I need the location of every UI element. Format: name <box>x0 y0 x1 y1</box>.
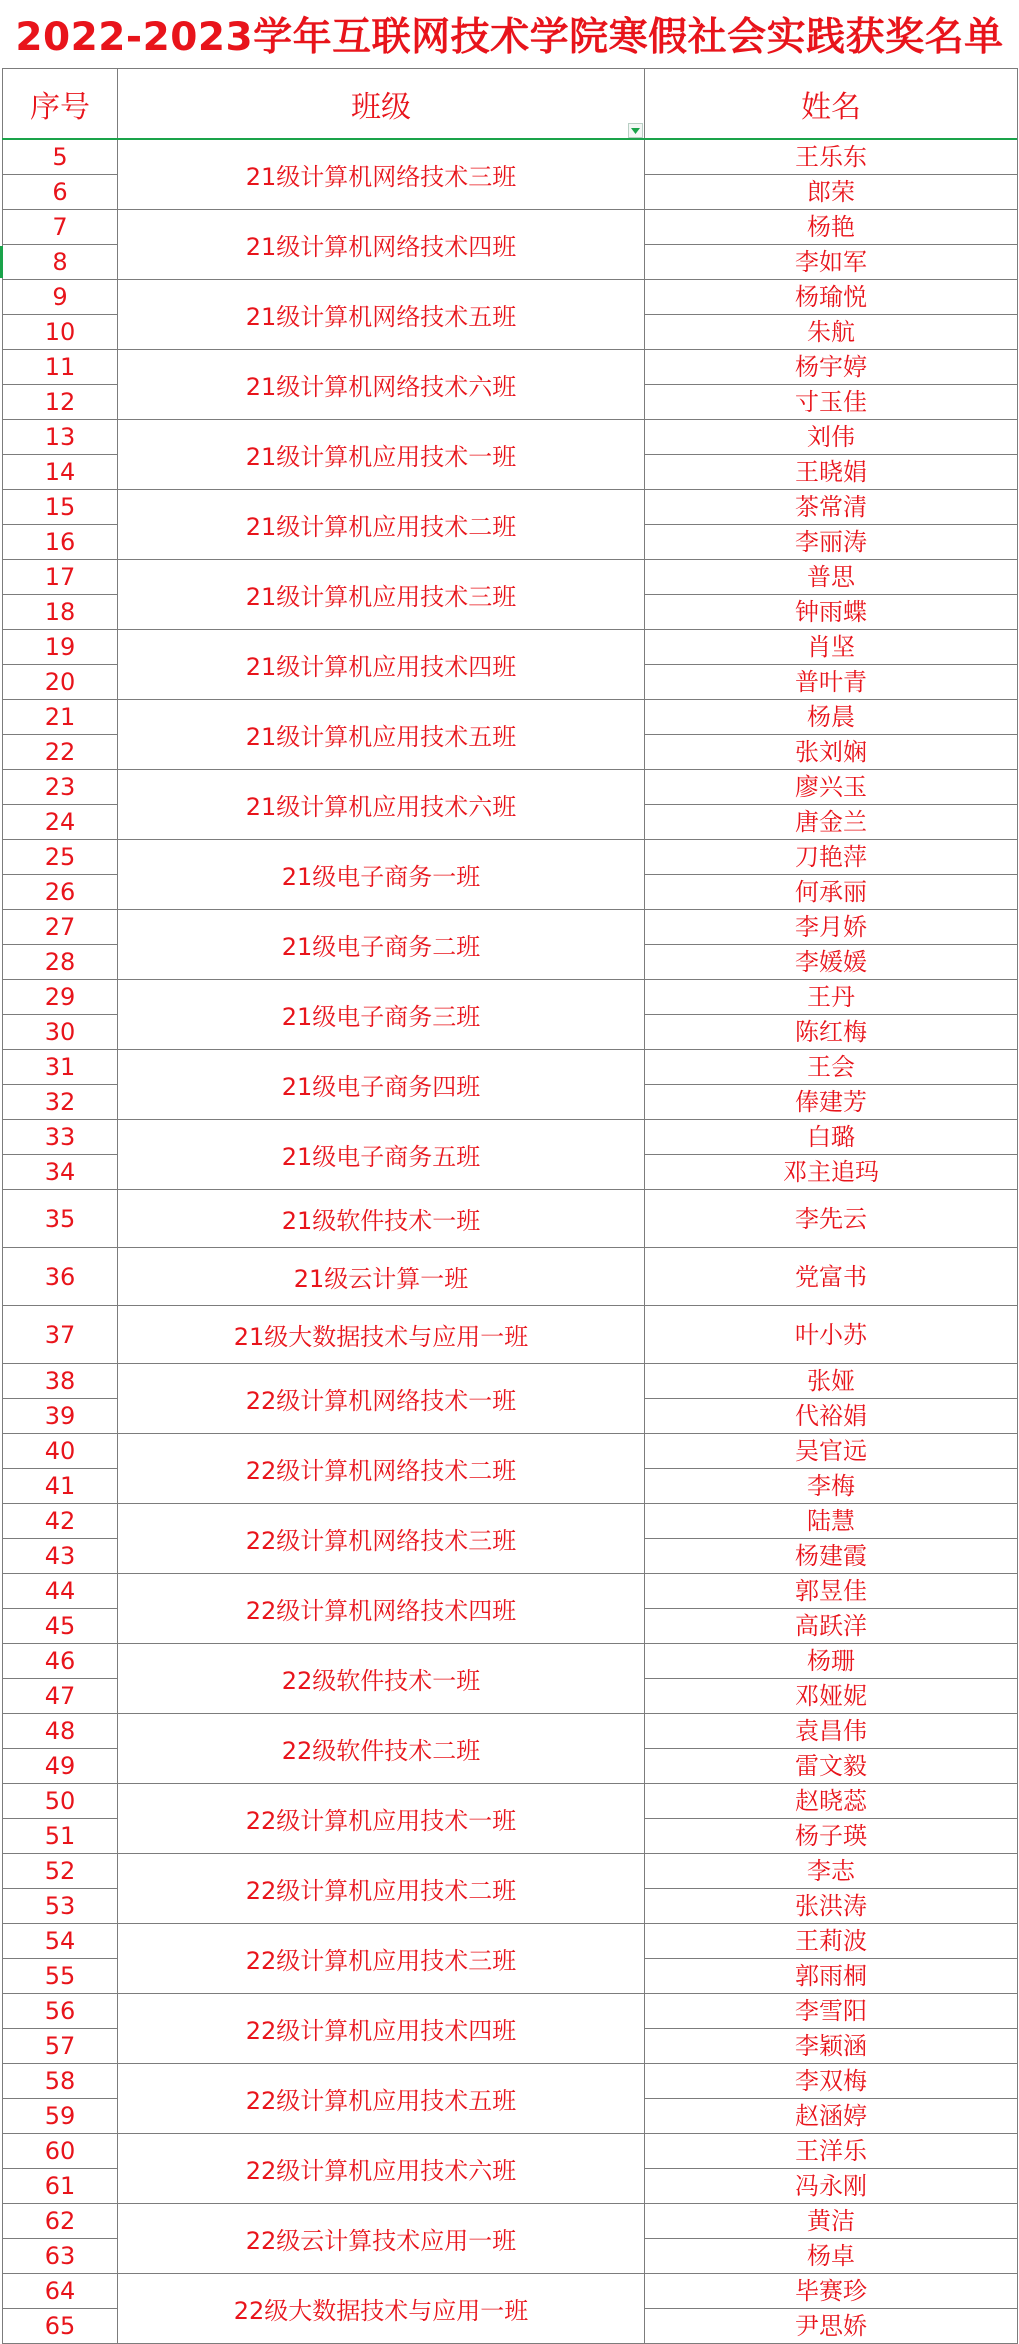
name-cell[interactable]: 李先云 <box>645 1190 1018 1248</box>
class-cell[interactable]: 21级电子商务一班 <box>118 840 645 910</box>
table-row <box>3 1784 1018 1819</box>
seq-cell[interactable]: 42 <box>3 1504 118 1539</box>
table-row <box>3 2134 1018 2169</box>
name-cell[interactable]: 张洪涛 <box>645 1889 1018 1924</box>
seq-cell[interactable]: 59 <box>3 2099 118 2134</box>
name-cell[interactable]: 陈红梅 <box>645 1015 1018 1050</box>
name-cell[interactable]: 王会 <box>645 1050 1018 1085</box>
table-row <box>3 1994 1018 2029</box>
table-row <box>3 210 1018 245</box>
seq-cell[interactable]: 40 <box>3 1434 118 1469</box>
seq-cell[interactable]: 21 <box>3 700 118 735</box>
class-cell[interactable]: 22级计算机应用技术四班 <box>118 1994 645 2064</box>
table-row <box>3 1574 1018 1609</box>
name-cell[interactable]: 白璐 <box>645 1120 1018 1155</box>
class-cell[interactable]: 21级计算机应用技术三班 <box>118 560 645 630</box>
name-cell[interactable]: 代裕娟 <box>645 1399 1018 1434</box>
name-cell[interactable]: 钟雨蝶 <box>645 595 1018 630</box>
table-body <box>3 140 1018 2344</box>
seq-cell[interactable]: 17 <box>3 560 118 595</box>
seq-cell[interactable]: 43 <box>3 1539 118 1574</box>
seq-cell[interactable]: 31 <box>3 1050 118 1085</box>
seq-cell[interactable]: 7 <box>3 210 118 245</box>
seq-cell[interactable]: 62 <box>3 2204 118 2239</box>
seq-cell[interactable]: 54 <box>3 1924 118 1959</box>
header-name[interactable]: 姓名 <box>645 69 1018 140</box>
name-cell[interactable]: 张娅 <box>645 1364 1018 1399</box>
table-row <box>3 1248 1018 1306</box>
name-cell[interactable]: 李雪阳 <box>645 1994 1018 2029</box>
class-cell[interactable]: 22级计算机应用技术一班 <box>118 1784 645 1854</box>
table-row <box>3 560 1018 595</box>
dropdown-filter-icon[interactable] <box>628 123 643 138</box>
name-cell[interactable]: 李媛媛 <box>645 945 1018 980</box>
table-row <box>3 1364 1018 1399</box>
table-row <box>3 1924 1018 1959</box>
name-cell[interactable]: 普思 <box>645 560 1018 595</box>
selection-underline <box>2 138 1017 140</box>
class-cell[interactable]: 22级计算机网络技术二班 <box>118 1434 645 1504</box>
seq-cell[interactable]: 13 <box>3 420 118 455</box>
sheet-title: 2022-2023学年互联网技术学院寒假社会实践获奖名单 <box>15 15 1004 60</box>
name-cell[interactable]: 杨子瑛 <box>645 1819 1018 1854</box>
seq-cell[interactable]: 45 <box>3 1609 118 1644</box>
seq-cell[interactable]: 33 <box>3 1120 118 1155</box>
seq-cell[interactable]: 53 <box>3 1889 118 1924</box>
award-table <box>2 68 1018 2344</box>
class-cell[interactable]: 21级云计算一班 <box>118 1248 645 1306</box>
table-row <box>3 1644 1018 1679</box>
table-row <box>3 1504 1018 1539</box>
seq-cell[interactable]: 5 <box>3 140 118 175</box>
name-cell[interactable]: 王洋乐 <box>645 2134 1018 2169</box>
seq-cell[interactable]: 22 <box>3 735 118 770</box>
name-cell[interactable]: 杨晨 <box>645 700 1018 735</box>
class-cell[interactable]: 21级计算机网络技术五班 <box>118 280 645 350</box>
name-cell[interactable]: 黄洁 <box>645 2204 1018 2239</box>
seq-cell[interactable]: 52 <box>3 1854 118 1889</box>
seq-cell[interactable]: 41 <box>3 1469 118 1504</box>
seq-cell[interactable]: 44 <box>3 1574 118 1609</box>
seq-cell[interactable]: 47 <box>3 1679 118 1714</box>
name-cell[interactable]: 杨瑜悦 <box>645 280 1018 315</box>
name-cell[interactable]: 唐金兰 <box>645 805 1018 840</box>
name-cell[interactable]: 刀艳萍 <box>645 840 1018 875</box>
class-cell[interactable]: 22级大数据技术与应用一班 <box>118 2274 645 2344</box>
name-cell[interactable]: 李颖涵 <box>645 2029 1018 2064</box>
seq-cell[interactable]: 8 <box>3 245 118 280</box>
table-row <box>3 490 1018 525</box>
name-cell[interactable]: 李如军 <box>645 245 1018 280</box>
name-cell[interactable]: 冯永刚 <box>645 2169 1018 2204</box>
seq-cell[interactable]: 64 <box>3 2274 118 2309</box>
table-row <box>3 630 1018 665</box>
seq-cell[interactable]: 36 <box>3 1248 118 1306</box>
table-row <box>3 420 1018 455</box>
class-cell[interactable]: 22级计算机应用技术五班 <box>118 2064 645 2134</box>
seq-cell[interactable]: 9 <box>3 280 118 315</box>
class-cell[interactable]: 21级计算机应用技术六班 <box>118 770 645 840</box>
class-cell[interactable]: 21级计算机应用技术四班 <box>118 630 645 700</box>
table-row <box>3 1050 1018 1085</box>
name-cell[interactable]: 雷文毅 <box>645 1749 1018 1784</box>
name-cell[interactable]: 杨珊 <box>645 1644 1018 1679</box>
header-seq[interactable]: 序号 <box>3 69 118 140</box>
name-cell[interactable]: 王晓娟 <box>645 455 1018 490</box>
seq-cell[interactable]: 26 <box>3 875 118 910</box>
class-cell[interactable]: 21级大数据技术与应用一班 <box>118 1306 645 1364</box>
name-cell[interactable]: 何承丽 <box>645 875 1018 910</box>
name-cell[interactable]: 俸建芳 <box>645 1085 1018 1120</box>
seq-cell[interactable]: 29 <box>3 980 118 1015</box>
seq-cell[interactable]: 11 <box>3 350 118 385</box>
table-row <box>3 2274 1018 2309</box>
name-cell[interactable]: 肖坚 <box>645 630 1018 665</box>
name-cell[interactable]: 王丹 <box>645 980 1018 1015</box>
name-cell[interactable]: 杨卓 <box>645 2239 1018 2274</box>
seq-cell[interactable]: 51 <box>3 1819 118 1854</box>
seq-cell[interactable]: 14 <box>3 455 118 490</box>
seq-cell[interactable]: 20 <box>3 665 118 700</box>
class-cell[interactable]: 21级软件技术一班 <box>118 1190 645 1248</box>
name-cell[interactable]: 袁昌伟 <box>645 1714 1018 1749</box>
class-cell[interactable]: 21级计算机应用技术一班 <box>118 420 645 490</box>
header-class[interactable]: 班级 <box>118 69 645 140</box>
table-row <box>3 1714 1018 1749</box>
seq-cell[interactable]: 65 <box>3 2309 118 2344</box>
class-cell[interactable]: 22级软件技术一班 <box>118 1644 645 1714</box>
class-cell[interactable]: 21级电子商务五班 <box>118 1120 645 1190</box>
seq-cell[interactable]: 63 <box>3 2239 118 2274</box>
name-cell[interactable]: 赵涵婷 <box>645 2099 1018 2134</box>
class-cell[interactable]: 22级计算机网络技术一班 <box>118 1364 645 1434</box>
name-cell[interactable]: 李梅 <box>645 1469 1018 1504</box>
table-row <box>3 1120 1018 1155</box>
class-cell[interactable]: 21级计算机应用技术二班 <box>118 490 645 560</box>
class-cell[interactable]: 21级计算机网络技术四班 <box>118 210 645 280</box>
name-cell[interactable]: 赵晓蕊 <box>645 1784 1018 1819</box>
name-cell[interactable]: 尹思娇 <box>645 2309 1018 2344</box>
name-cell[interactable]: 杨宇婷 <box>645 350 1018 385</box>
seq-cell[interactable]: 57 <box>3 2029 118 2064</box>
table-row <box>3 2064 1018 2099</box>
name-cell[interactable]: 叶小苏 <box>645 1306 1018 1364</box>
seq-cell[interactable]: 28 <box>3 945 118 980</box>
name-cell[interactable]: 郭雨桐 <box>645 1959 1018 1994</box>
name-cell[interactable]: 寸玉佳 <box>645 385 1018 420</box>
class-cell[interactable]: 21级电子商务四班 <box>118 1050 645 1120</box>
class-cell[interactable]: 22级计算机应用技术三班 <box>118 1924 645 1994</box>
name-cell[interactable]: 郭昱佳 <box>645 1574 1018 1609</box>
seq-cell[interactable]: 38 <box>3 1364 118 1399</box>
seq-cell[interactable]: 46 <box>3 1644 118 1679</box>
class-cell[interactable]: 22级云计算技术应用一班 <box>118 2204 645 2274</box>
name-cell[interactable]: 张刘娴 <box>645 735 1018 770</box>
seq-cell[interactable]: 30 <box>3 1015 118 1050</box>
seq-cell[interactable]: 60 <box>3 2134 118 2169</box>
name-cell[interactable]: 党富书 <box>645 1248 1018 1306</box>
name-cell[interactable]: 郎荣 <box>645 175 1018 210</box>
seq-cell[interactable]: 39 <box>3 1399 118 1434</box>
name-cell[interactable]: 陆慧 <box>645 1504 1018 1539</box>
table-row <box>3 1306 1018 1364</box>
table-row <box>3 770 1018 805</box>
table-row <box>3 350 1018 385</box>
table-row <box>3 1190 1018 1248</box>
class-cell[interactable]: 21级电子商务二班 <box>118 910 645 980</box>
class-cell[interactable]: 22级软件技术二班 <box>118 1714 645 1784</box>
seq-cell[interactable]: 56 <box>3 1994 118 2029</box>
table-row <box>3 280 1018 315</box>
seq-cell[interactable]: 19 <box>3 630 118 665</box>
table-row <box>3 980 1018 1015</box>
name-cell[interactable]: 杨艳 <box>645 210 1018 245</box>
name-cell[interactable]: 王乐东 <box>645 140 1018 175</box>
seq-cell[interactable]: 58 <box>3 2064 118 2099</box>
name-cell[interactable]: 李双梅 <box>645 2064 1018 2099</box>
table-row <box>3 140 1018 175</box>
seq-cell[interactable]: 15 <box>3 490 118 525</box>
seq-cell[interactable]: 6 <box>3 175 118 210</box>
name-cell[interactable]: 刘伟 <box>645 420 1018 455</box>
table-row <box>3 1434 1018 1469</box>
seq-cell[interactable]: 12 <box>3 385 118 420</box>
seq-cell[interactable]: 50 <box>3 1784 118 1819</box>
name-cell[interactable]: 李月娇 <box>645 910 1018 945</box>
seq-cell[interactable]: 32 <box>3 1085 118 1120</box>
name-cell[interactable]: 朱航 <box>645 315 1018 350</box>
table-row <box>3 1854 1018 1889</box>
class-cell[interactable]: 22级计算机网络技术四班 <box>118 1574 645 1644</box>
seq-cell[interactable]: 25 <box>3 840 118 875</box>
class-cell[interactable]: 21级计算机网络技术六班 <box>118 350 645 420</box>
seq-cell[interactable]: 24 <box>3 805 118 840</box>
name-cell[interactable]: 普叶青 <box>645 665 1018 700</box>
seq-cell[interactable]: 37 <box>3 1306 118 1364</box>
seq-cell[interactable]: 48 <box>3 1714 118 1749</box>
name-cell[interactable]: 杨建霞 <box>645 1539 1018 1574</box>
name-cell[interactable]: 茶常清 <box>645 490 1018 525</box>
seq-cell[interactable]: 61 <box>3 2169 118 2204</box>
seq-cell[interactable]: 27 <box>3 910 118 945</box>
name-cell[interactable]: 吴官远 <box>645 1434 1018 1469</box>
name-cell[interactable]: 毕赛珍 <box>645 2274 1018 2309</box>
class-cell[interactable]: 21级计算机应用技术五班 <box>118 700 645 770</box>
class-cell[interactable]: 21级电子商务三班 <box>118 980 645 1050</box>
name-cell[interactable]: 邓主追玛 <box>645 1155 1018 1190</box>
name-cell[interactable]: 高跃洋 <box>645 1609 1018 1644</box>
seq-cell[interactable]: 10 <box>3 315 118 350</box>
table-row <box>3 840 1018 875</box>
table-row <box>3 2204 1018 2239</box>
seq-cell[interactable]: 35 <box>3 1190 118 1248</box>
class-cell[interactable]: 22级计算机网络技术三班 <box>118 1504 645 1574</box>
seq-cell[interactable]: 23 <box>3 770 118 805</box>
class-cell[interactable]: 21级计算机网络技术三班 <box>118 140 645 210</box>
table-row <box>3 910 1018 945</box>
name-cell[interactable]: 邓娅妮 <box>645 1679 1018 1714</box>
name-cell[interactable]: 李志 <box>645 1854 1018 1889</box>
class-cell[interactable]: 22级计算机应用技术六班 <box>118 2134 645 2204</box>
name-cell[interactable]: 李丽涛 <box>645 525 1018 560</box>
seq-cell[interactable]: 55 <box>3 1959 118 1994</box>
name-cell[interactable]: 廖兴玉 <box>645 770 1018 805</box>
table-row <box>3 700 1018 735</box>
seq-cell[interactable]: 18 <box>3 595 118 630</box>
class-cell[interactable]: 22级计算机应用技术二班 <box>118 1854 645 1924</box>
seq-cell[interactable]: 16 <box>3 525 118 560</box>
seq-cell[interactable]: 49 <box>3 1749 118 1784</box>
name-cell[interactable]: 王莉波 <box>645 1924 1018 1959</box>
row-selection-marker <box>0 246 3 278</box>
seq-cell[interactable]: 34 <box>3 1155 118 1190</box>
header-row <box>3 69 1018 140</box>
